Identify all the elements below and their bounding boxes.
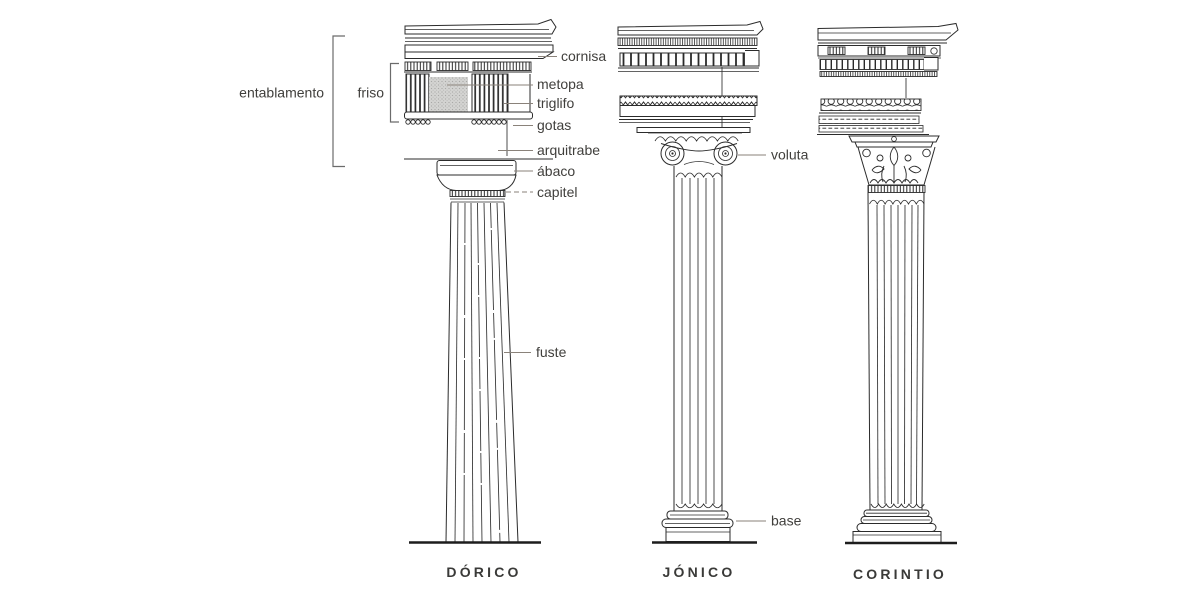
ionic-abacus	[637, 128, 750, 133]
ionic-entablature	[618, 22, 763, 123]
doric-annulets	[450, 191, 505, 197]
friso-bracket	[391, 64, 400, 123]
corinthian-dentils	[820, 60, 924, 70]
doric-echinus	[437, 175, 516, 191]
ionic-volute-right	[714, 142, 737, 165]
label-entablamento: entablamento	[239, 84, 324, 101]
label-capitel: capitel	[537, 184, 578, 200]
label-triglifo: triglifo	[537, 95, 575, 111]
ionic-base	[652, 511, 757, 543]
ionic-egg-and-dart	[655, 137, 738, 141]
ionic-flute-bottoms	[676, 504, 722, 508]
label-voluta: voluta	[771, 146, 809, 163]
doric-cornice	[405, 20, 556, 35]
corinthian-entablature	[817, 24, 958, 135]
doric-mutule	[437, 62, 468, 71]
corinthian-frieze-ornament	[821, 99, 921, 111]
title-jonico: JÓNICO	[662, 564, 736, 580]
label-friso: friso	[357, 84, 384, 101]
ionic-dentils	[620, 53, 745, 66]
ionic-capital	[637, 117, 750, 165]
doric-entablature	[404, 20, 556, 160]
annotation-brackets	[333, 36, 399, 167]
corinthian-flute-tops	[870, 200, 925, 204]
label-base: base	[771, 512, 802, 529]
doric-guttae	[406, 120, 506, 124]
corinthian-shaft	[868, 193, 924, 511]
corinthian-cornice	[818, 24, 958, 41]
doric-abacus	[437, 161, 516, 176]
ionic-cornice	[618, 22, 763, 36]
label-arquitrabe: arquitrabe	[537, 142, 601, 158]
ionic-frieze-ornament	[620, 96, 757, 106]
doric-order	[404, 20, 556, 543]
title-dorico: DÓRICO	[446, 564, 522, 580]
entablamento-bracket	[333, 36, 345, 167]
corinthian-base	[845, 510, 957, 543]
corinthian-order	[817, 24, 958, 544]
ionic-shaft	[674, 166, 722, 511]
label-metopa: metopa	[537, 76, 584, 92]
label-gotas: gotas	[537, 117, 572, 133]
doric-triglyph	[406, 74, 429, 112]
corinthian-acanthus-leaves	[863, 147, 931, 183]
ionic-order	[618, 22, 763, 543]
corinthian-capital	[849, 136, 939, 193]
ionic-fascia	[620, 106, 755, 117]
corinthian-astragal	[868, 186, 925, 193]
doric-capital	[437, 161, 516, 203]
corinthian-acanthus-outline	[858, 147, 935, 185]
corinthian-flute-bottoms	[871, 504, 924, 508]
title-corintio: CORINTIO	[852, 566, 948, 582]
doric-triglyph	[472, 74, 508, 112]
doric-shaft	[409, 203, 541, 543]
doric-mutule	[473, 62, 531, 71]
doric-mutule	[405, 62, 431, 71]
ionic-volute-left	[661, 142, 684, 165]
label-fuste: fuste	[536, 344, 567, 360]
metopa-panel	[429, 77, 468, 112]
doric-taenia	[405, 112, 533, 119]
label-cornisa: cornisa	[561, 48, 607, 64]
leader-lines	[447, 57, 766, 522]
ionic-flute-tops	[676, 173, 722, 177]
label-abaco: ábaco	[537, 163, 576, 179]
